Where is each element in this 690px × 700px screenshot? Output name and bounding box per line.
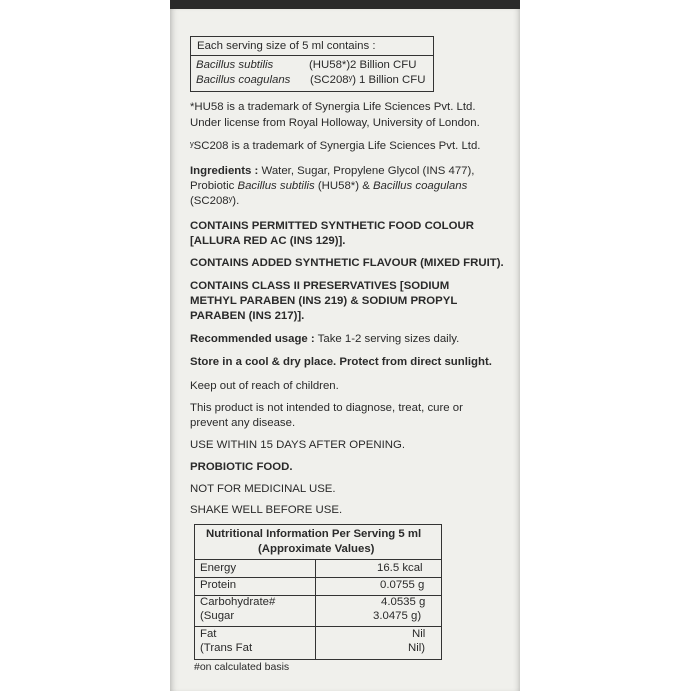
serving-header: Each serving size of 5 ml contains : — [197, 40, 376, 52]
disclaimer-line-1: This product is not intended to diagnose, treat, cure or — [190, 402, 463, 414]
preservatives-line-1: CONTAINS CLASS II PRESERVATIVES [SODIUM — [190, 280, 450, 292]
trademark-line-1: *HU58 is a trademark of Synergia Life Sciences Pvt. Ltd. — [190, 101, 476, 113]
storage-text: Store in a cool & dry place. Protect from direct sunlight. — [190, 356, 492, 368]
ingredients-line-1 — [190, 164, 474, 179]
not-medicinal-text: NOT FOR MEDICINAL USE. — [190, 483, 336, 495]
nutrient-value: 16.5 kcal — [377, 562, 423, 574]
ingredients-line-3: (SC208ʸ). — [190, 195, 240, 207]
ingredients-line-2 — [190, 179, 467, 194]
ingredients-probiotic: Probiotic — [190, 180, 238, 192]
nutrient-name: (Sugar — [200, 610, 235, 622]
usage-text: Take 1-2 serving sizes daily. — [314, 333, 460, 345]
nutrient-value: 0.0755 g — [380, 579, 425, 591]
nutrition-divider — [195, 626, 441, 627]
nutrient-name: Protein — [200, 579, 237, 591]
shake-well-text: SHAKE WELL BEFORE USE. — [190, 504, 343, 516]
nutrition-title-2: (Approximate Values) — [258, 543, 375, 555]
use-within-text: USE WITHIN 15 DAYS AFTER OPENING. — [190, 439, 405, 451]
colour-line-1: CONTAINS PERMITTED SYNTHETIC FOOD COLOUR — [190, 220, 474, 232]
ingredients-text-1: Water, Sugar, Propylene Glycol (INS 477), — [258, 165, 475, 177]
flavour-text: CONTAINS ADDED SYNTHETIC FLAVOUR (MIXED FRUIT). — [190, 257, 504, 269]
serving-value-1: 2 Billion CFU — [350, 59, 417, 71]
trademark-line-2: Under license from Royal Holloway, University of London. — [190, 117, 480, 129]
nutrient-name: (Trans Fat — [200, 642, 253, 654]
nutrition-footnote: #on calculated basis — [194, 661, 290, 673]
preservatives-line-2: METHYL PARABEN (INS 219) & SODIUM PROPYL — [190, 295, 458, 307]
serving-name-1: Bacillus subtilis — [196, 59, 274, 71]
nutrient-name: Carbohydrate# — [200, 596, 276, 608]
nutrient-name: Energy — [200, 562, 237, 574]
ingredients-label: Ingredients : — [190, 165, 259, 177]
serving-code-2: (SC208ʸ) — [310, 74, 357, 86]
nutrient-value: 4.0535 g — [381, 596, 426, 608]
trademark-sc208: ʸSC208 is a trademark of Synergia Life Sciences Pvt. Ltd. — [190, 140, 481, 152]
disclaimer-line-2: prevent any disease. — [190, 417, 296, 429]
usage-label: Recommended usage : — [190, 333, 315, 345]
usage-line — [190, 332, 459, 347]
children-warning: Keep out of reach of children. — [190, 380, 339, 392]
serving-code-1: (HU58*) — [309, 59, 351, 71]
colour-line-2: [ALLURA RED AC (INS 129)]. — [190, 235, 346, 247]
nutrient-name: Fat — [200, 628, 217, 640]
serving-value-2: 1 Billion CFU — [359, 74, 426, 86]
probiotic-food-text: PROBIOTIC FOOD. — [190, 461, 293, 473]
serving-name-2: Bacillus coagulans — [196, 74, 291, 86]
ingredients-hu58: (HU58*) & — [314, 180, 373, 192]
nutrient-value: 3.0475 g) — [373, 610, 422, 622]
nutrient-value: Nil — [412, 628, 426, 640]
ingredients-bs: Bacillus subtilis — [237, 180, 315, 192]
nutrient-value: Nil) — [408, 642, 426, 654]
nutrition-divider — [195, 559, 441, 560]
serving-box-divider — [191, 55, 433, 56]
ingredients-bc: Bacillus coagulans — [372, 180, 468, 192]
nutrition-column-divider — [315, 559, 316, 659]
nutrition-title-1: Nutritional Information Per Serving 5 ml — [206, 528, 422, 540]
preservatives-line-3: PARABEN (INS 217)]. — [190, 310, 305, 322]
